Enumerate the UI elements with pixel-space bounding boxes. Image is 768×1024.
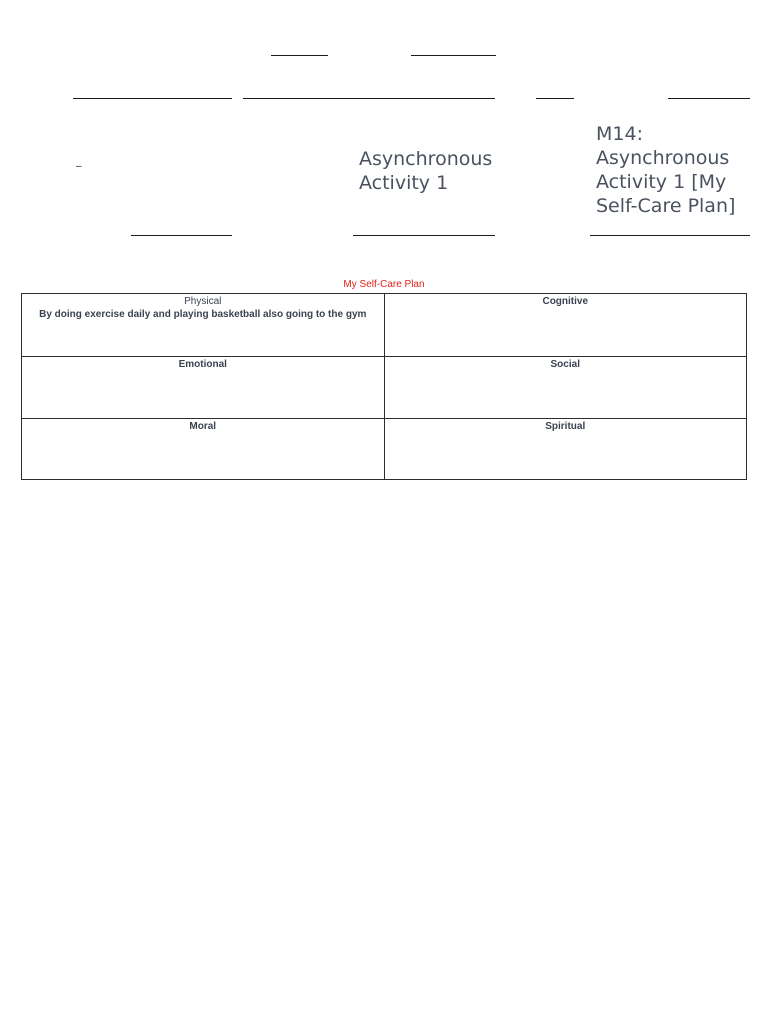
activity-title-short: Asynchronous Activity 1 [359,148,493,194]
underline-rule [271,55,328,56]
table-row [22,357,747,419]
cell-cognitive [384,294,747,357]
category-label: Physical [184,296,222,307]
dash-mark: – [76,161,82,172]
underline-rule [536,98,574,99]
category-label: Cognitive [542,296,589,307]
table-row [22,294,747,357]
cell-physical [22,294,385,357]
activity-title-full: M14: Asynchronous Activity 1 [My Self-Care Plan] [596,123,736,217]
cell-emotional [22,357,385,419]
underline-rule [131,235,232,236]
underline-rule [243,98,495,99]
plan-title: My Self-Care Plan [343,279,425,290]
cell-social [384,357,747,419]
cell-spiritual [384,419,747,480]
cell-moral [22,419,385,480]
category-label: Emotional [178,359,227,370]
underline-rule [411,55,496,56]
underline-rule [668,98,750,99]
category-label: Social [550,359,580,370]
table-row [22,419,747,480]
underline-rule [590,235,750,236]
underline-rule [353,235,495,236]
underline-rule [73,98,232,99]
category-entry: By doing exercise daily and playing basketball also going to the gym [39,309,367,320]
category-label: Spiritual [545,421,586,432]
self-care-plan-table [21,293,747,480]
category-label: Moral [189,421,217,432]
